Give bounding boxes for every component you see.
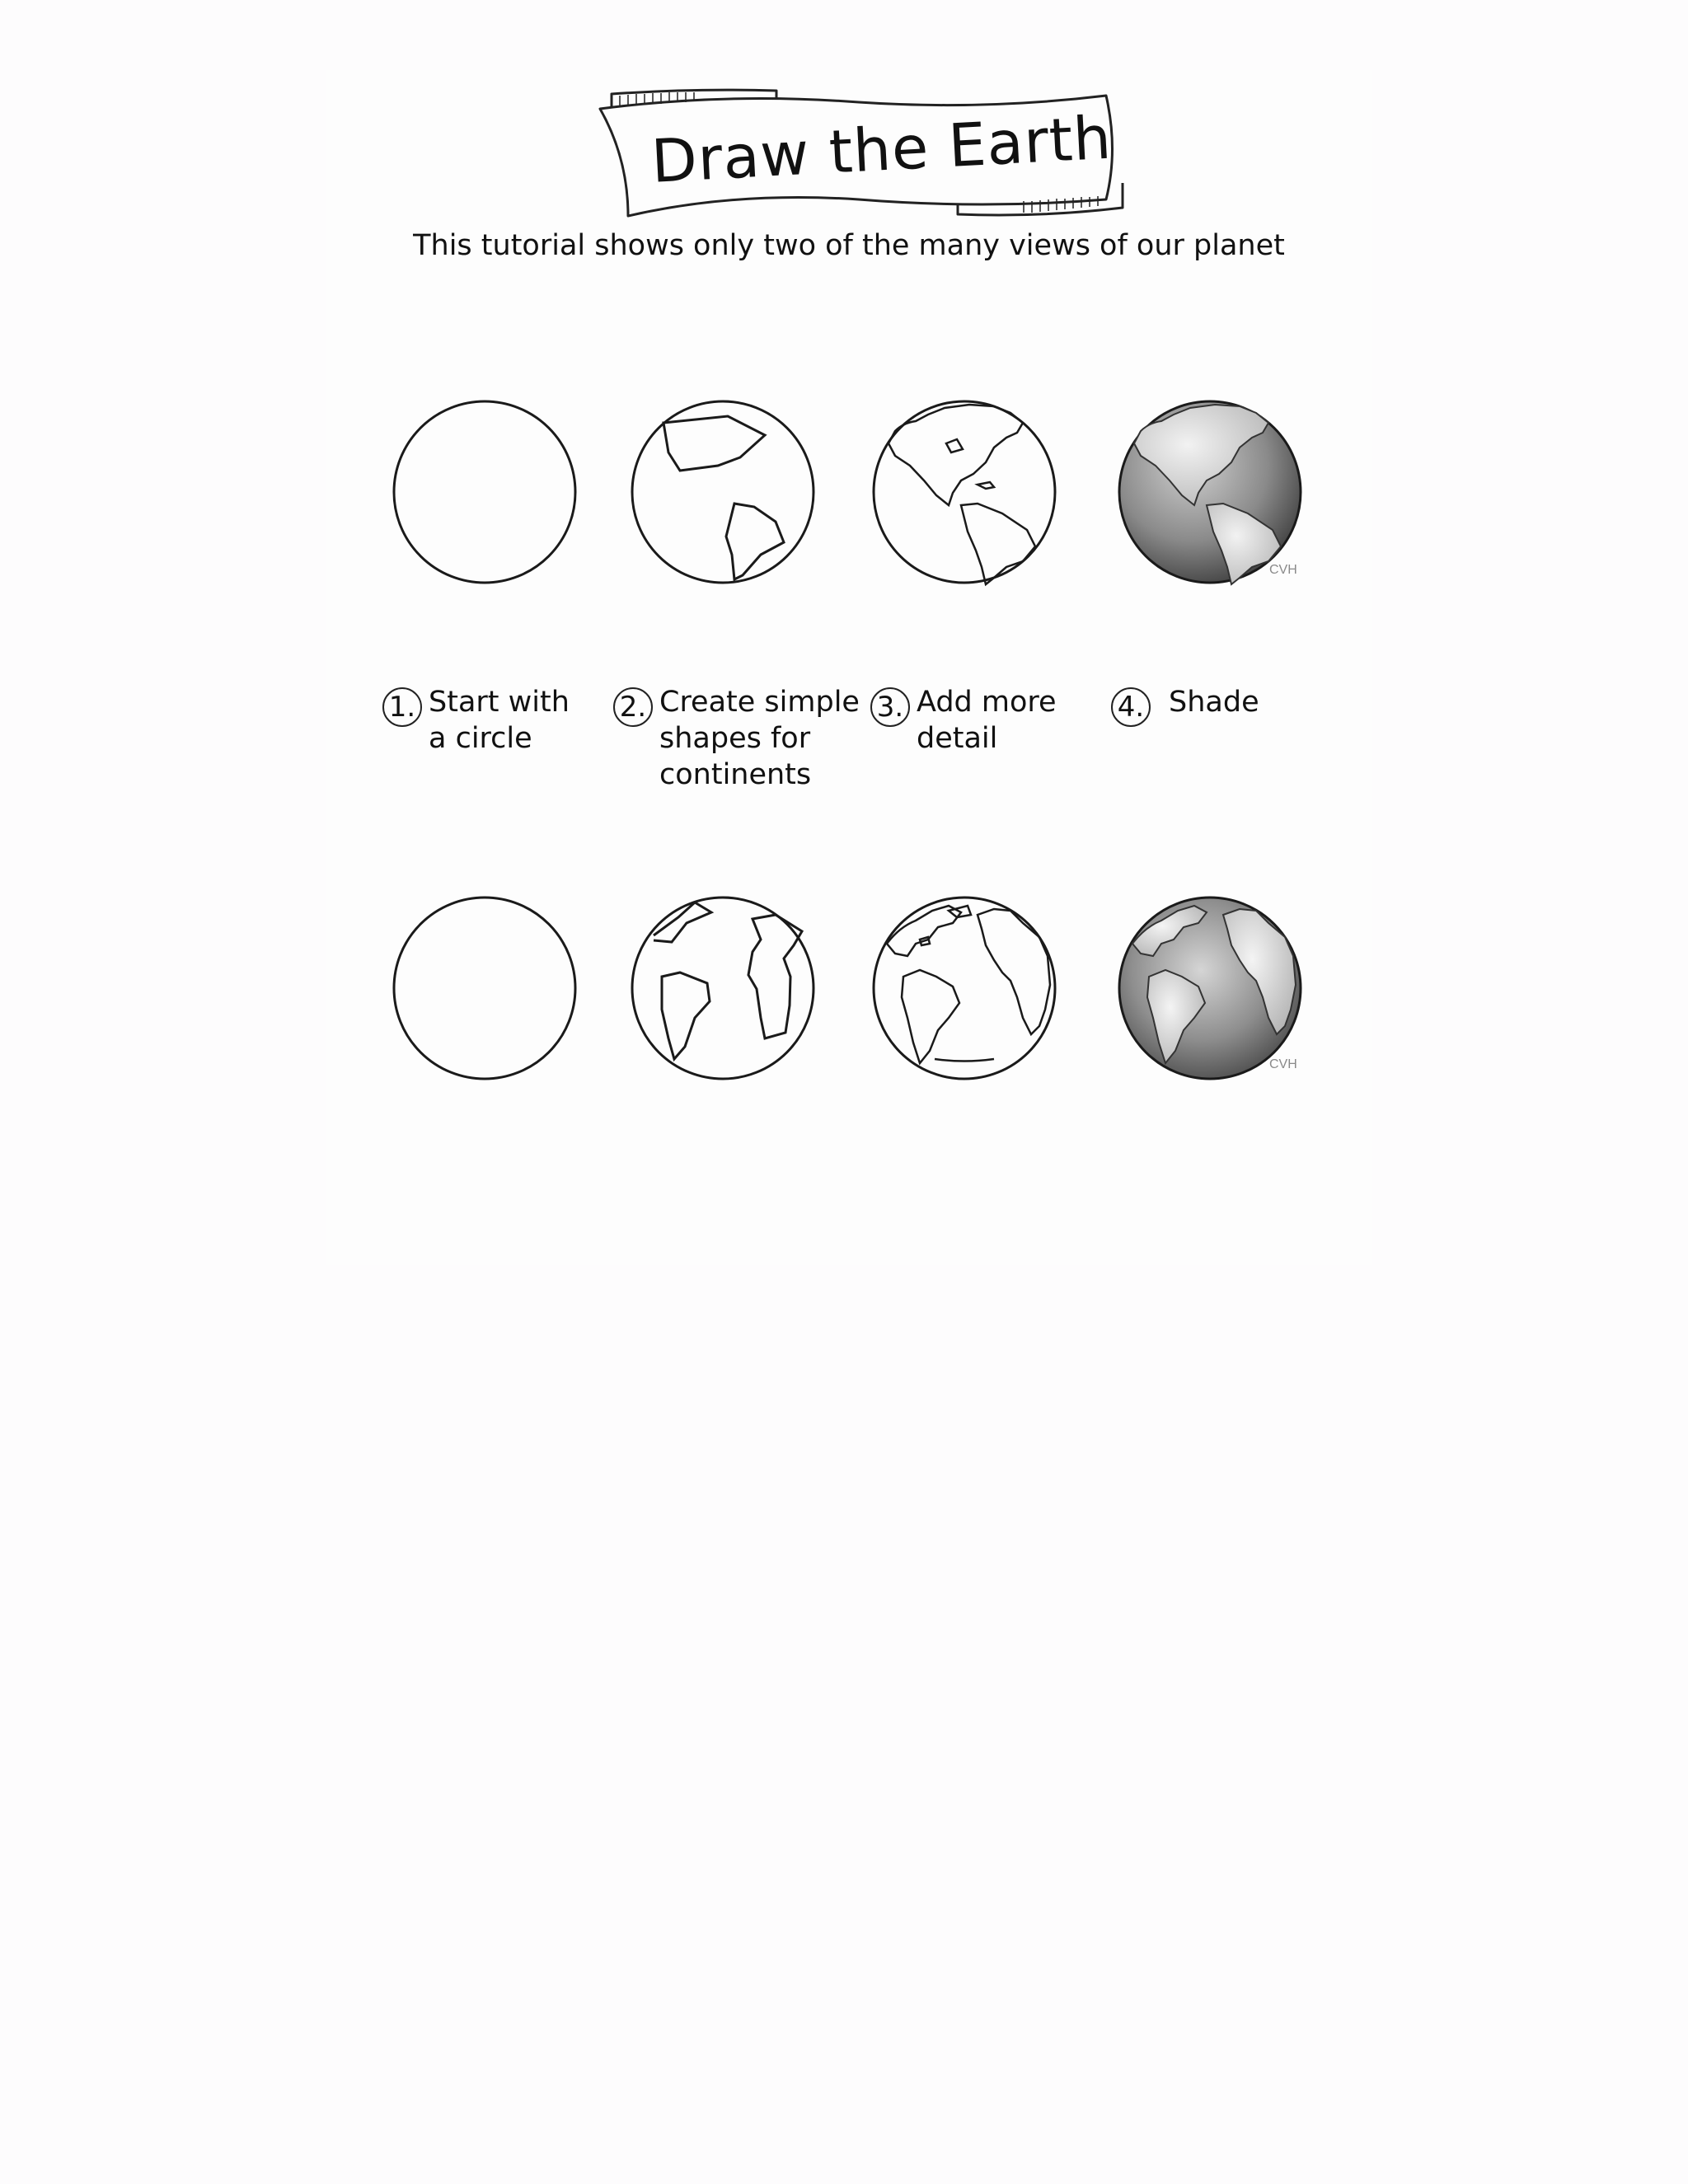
step-number-badge: 4. [1111,687,1151,727]
globe-row2-step2 [629,894,817,1082]
page-title: Draw the Earth [649,102,1114,196]
step-number-badge: 3. [870,687,910,727]
artist-credit-row1: CVH [1269,563,1297,577]
step-2 [613,684,860,793]
step-1 [382,684,570,757]
step-label: Shade [1169,686,1259,719]
globe-row2-step1 [391,894,579,1082]
step-4 [1111,684,1259,727]
step-label: Start with a circle [429,686,570,755]
step-number-badge: 2. [613,687,653,727]
artist-credit-row2: CVH [1269,1057,1297,1071]
globe-row2-step4 [1116,894,1304,1082]
page-subtitle: This tutorial shows only two of the many views of our planet [413,229,1285,262]
step-3 [870,684,1057,757]
globe-row1-step2 [629,398,817,586]
globe-row1-step4 [1116,398,1304,586]
globe-row2-step3 [870,894,1058,1082]
globe-row1-step3 [870,398,1058,586]
step-label: Create simple shapes for continents [659,686,860,791]
globe-row1-step1 [391,398,579,586]
step-number-badge: 1. [382,687,422,727]
step-label: Add more detail [917,686,1057,755]
